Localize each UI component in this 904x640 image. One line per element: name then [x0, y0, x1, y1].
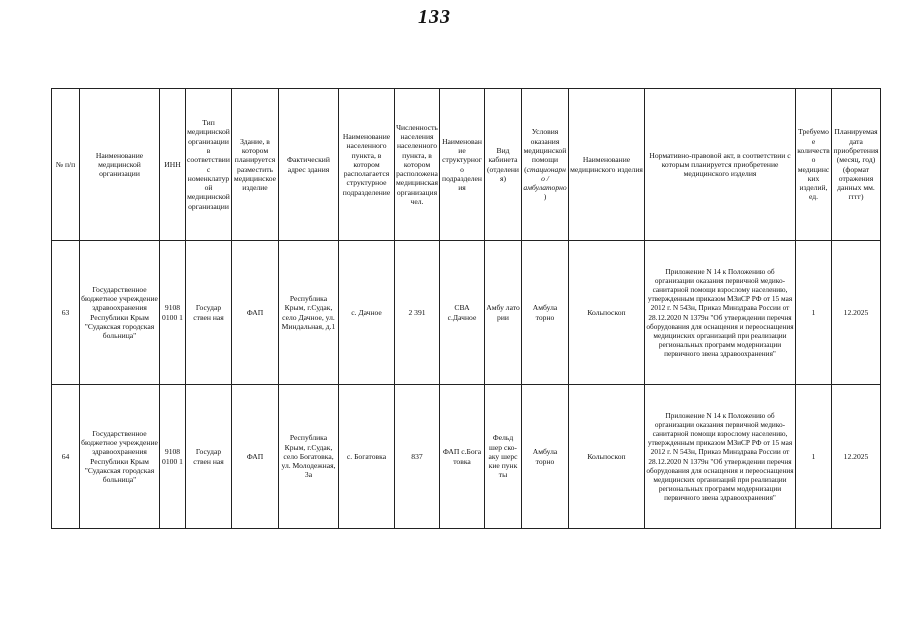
header-num: № п/п: [52, 89, 80, 241]
cell-address: Республика Крым, г.Судак, село Дачное, ул. Миндальная, д.1: [279, 241, 339, 385]
cell-qty: 1: [796, 241, 832, 385]
header-address: Фактический адрес здания: [279, 89, 339, 241]
table-row: [52, 241, 881, 385]
cell-unit: ФАП с.Бога товка: [440, 385, 485, 529]
cell-population: 2 391: [395, 241, 440, 385]
cell-npa: Приложение N 14 к Положению об организации оказания первичной медико-санитарной помощи взрослому населению, утвержденным приказом МЗиСР РФ от 15 мая 2012 г. N 543н, Приказ Минздрава России от 28.12.2020 N 1379н "Об утверждении перечня оборудования для оснащения и переоснащения медицинских организаций при реализации региональных программ модернизации первичного звена здравоохранения": [645, 241, 796, 385]
cell-conditions: Амбула торно: [522, 385, 569, 529]
cell-num: 63: [52, 241, 80, 385]
cell-address: Республика Крым, г.Судак, село Богатовка, ул. Молодежная, 3а: [279, 385, 339, 529]
header-inn: ИНН: [160, 89, 186, 241]
header-npa: Нормативно-правовой акт, в соответствии с которым планируется приобретение медицинского изделия: [645, 89, 796, 241]
cell-device: Кольпоскоп: [569, 241, 645, 385]
header-type: Тип медицинской организации в соответствии с номенклатурой медицинской организации: [186, 89, 232, 241]
header-conditions-c: ): [543, 192, 547, 202]
cell-population: 837: [395, 385, 440, 529]
cell-unit: СВА с.Дачное: [440, 241, 485, 385]
cell-type: Государ ствен ная: [186, 241, 232, 385]
header-cabinet: Вид кабинета (отделения): [485, 89, 522, 241]
cell-inn: 9108 0100 1: [160, 385, 186, 529]
header-conditions-a: Условия оказания медицинской помощи (: [523, 127, 567, 174]
cell-qty: 1: [796, 385, 832, 529]
cell-device: Кольпоскоп: [569, 385, 645, 529]
cell-building: ФАП: [232, 241, 279, 385]
cell-date: 12.2025: [832, 385, 881, 529]
header-qty: Требуемое количество медицинских изделий, ед.: [796, 89, 832, 241]
header-population: Численность населения населенного пункта, в котором расположена медицинская организация чел.: [395, 89, 440, 241]
equipment-table: [51, 88, 881, 529]
cell-num: 64: [52, 385, 80, 529]
cell-conditions: Амбула торно: [522, 241, 569, 385]
cell-type: Государ ствен ная: [186, 385, 232, 529]
header-unit: Наименование структурного подразделения: [440, 89, 485, 241]
cell-inn: 9108 0100 1: [160, 241, 186, 385]
cell-settlement: с. Богатовка: [339, 385, 395, 529]
cell-settlement: с. Дачное: [339, 241, 395, 385]
cell-org: Государственное бюджетное учреждение здравоохранения Республики Крым "Судакская городская больница": [80, 385, 160, 529]
header-date: Планируемая дата приобретения (месяц, год) (формат отражения данных мм. гггг): [832, 89, 881, 241]
cell-cabinet: Фельд шер ско- аку шерс кие пунк ты: [485, 385, 522, 529]
header-building: Здание, в котором планируется разместить медицинское изделие: [232, 89, 279, 241]
cell-org: Государственное бюджетное учреждение здравоохранения Республики Крым "Судакская городская больница": [80, 241, 160, 385]
header-org: Наименование медицинской организации: [80, 89, 160, 241]
header-conditions-b: стационарно / амбулаторно: [523, 164, 567, 193]
cell-cabinet: Амбу лато рии: [485, 241, 522, 385]
table-header-row: [52, 89, 881, 241]
header-conditions: [522, 89, 569, 241]
cell-npa: Приложение N 14 к Положению об организации оказания первичной медико-санитарной помощи взрослому населению, утвержденным приказом МЗиСР РФ от 15 мая 2012 г. N 543н, Приказ Минздрава России от 28.12.2020 N 1379н "Об утверждении перечня оборудования для оснащения и переоснащения медицинских организаций при реализации региональных программ модернизации первичного звена здравоохранения": [645, 385, 796, 529]
cell-building: ФАП: [232, 385, 279, 529]
table-row: [52, 385, 881, 529]
header-settlement: Наименование населенного пункта, в котором располагается структурное подразделение: [339, 89, 395, 241]
header-device: Наименование медицинского изделия: [569, 89, 645, 241]
cell-date: 12.2025: [832, 241, 881, 385]
page-number: 133: [418, 6, 451, 28]
